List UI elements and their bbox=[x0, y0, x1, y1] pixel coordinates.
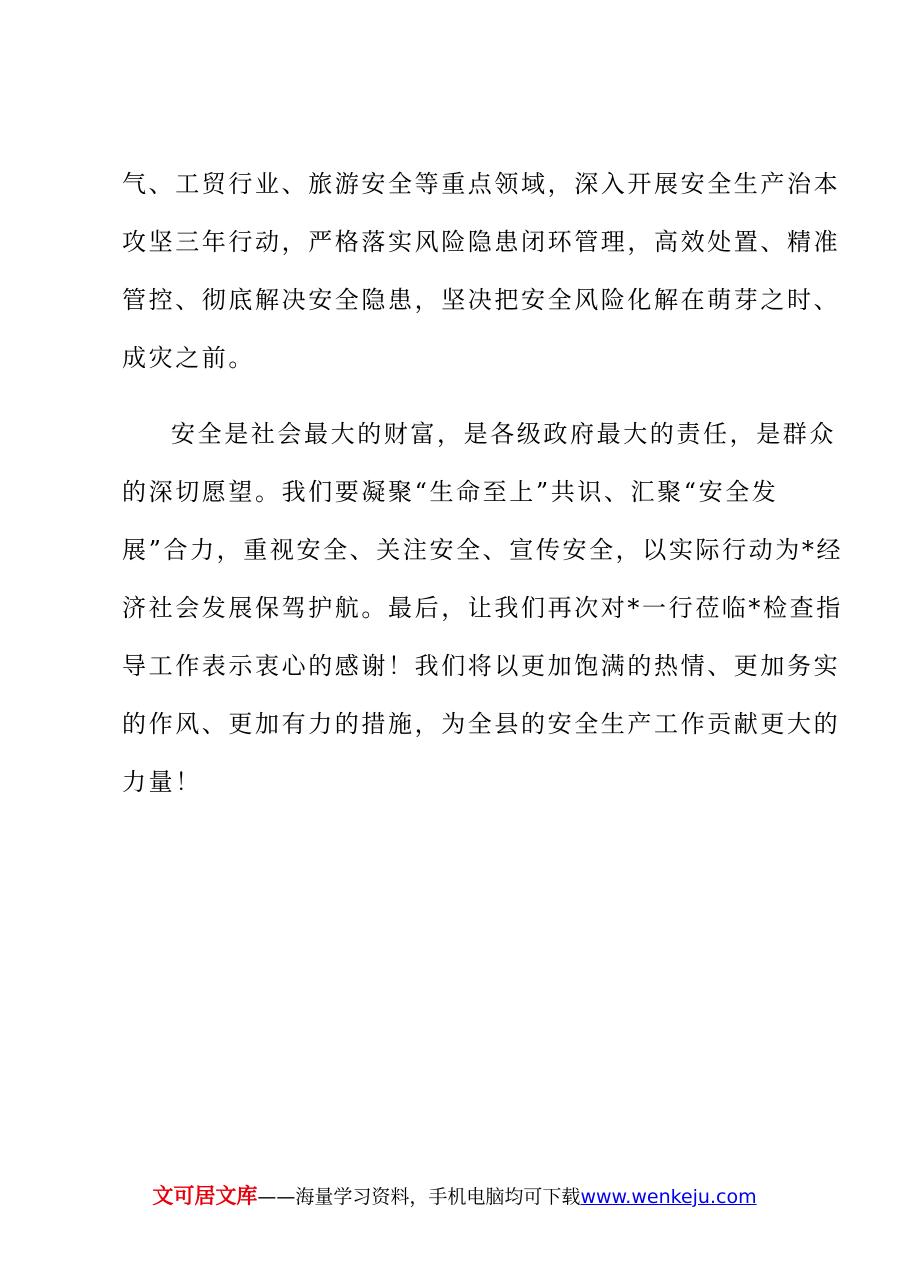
paragraph-2-line-3: 展”合力，重视安全、关注安全、宣传安全，以实际行动为*经 bbox=[122, 536, 844, 564]
document-body bbox=[122, 155, 844, 811]
footer-tagline: ——海量学习资料，手机电脑均可下载 bbox=[257, 1186, 581, 1208]
footer-site-link[interactable]: www.wenkeju.com bbox=[580, 1186, 757, 1208]
paragraph-2-line-6: 的作风、更加有力的措施，为全县的安全生产工作贡献更大的 bbox=[122, 710, 841, 738]
paragraph-1-line-1: 气、工贸行业、旅游安全等重点领域，深入开展安全生产治本 bbox=[122, 170, 841, 198]
paragraph-2-line-5: 导工作表示衷心的感谢！我们将以更加饱满的热情、更加务实 bbox=[122, 652, 841, 680]
paragraph-2-line-1: 安全是社会最大的财富，是各级政府最大的责任，是群众 bbox=[171, 420, 836, 448]
paragraph-2-line-4: 济社会发展保驾护航。最后，让我们再次对*一行莅临*检查指 bbox=[122, 594, 843, 622]
footer-banner bbox=[0, 1180, 909, 1210]
paragraph-2-line-2: 的深切愿望。我们要凝聚“生命至上”共识、汇聚“安全发 bbox=[122, 478, 779, 506]
paragraph-gap bbox=[122, 387, 798, 405]
paragraph-1-line-4: 成灾之前。 bbox=[122, 344, 255, 372]
paragraph-1-line-3: 管控、彻底解决安全隐患，坚决把安全风险化解在萌芽之时、 bbox=[122, 286, 841, 314]
paragraph-1-line-2: 攻坚三年行动，严格落实风险隐患闭环管理，高效处置、精准 bbox=[122, 228, 841, 256]
paragraph-2-line-7: 力量！ bbox=[122, 768, 202, 796]
footer-brand: 文可居文库 bbox=[152, 1184, 258, 1208]
